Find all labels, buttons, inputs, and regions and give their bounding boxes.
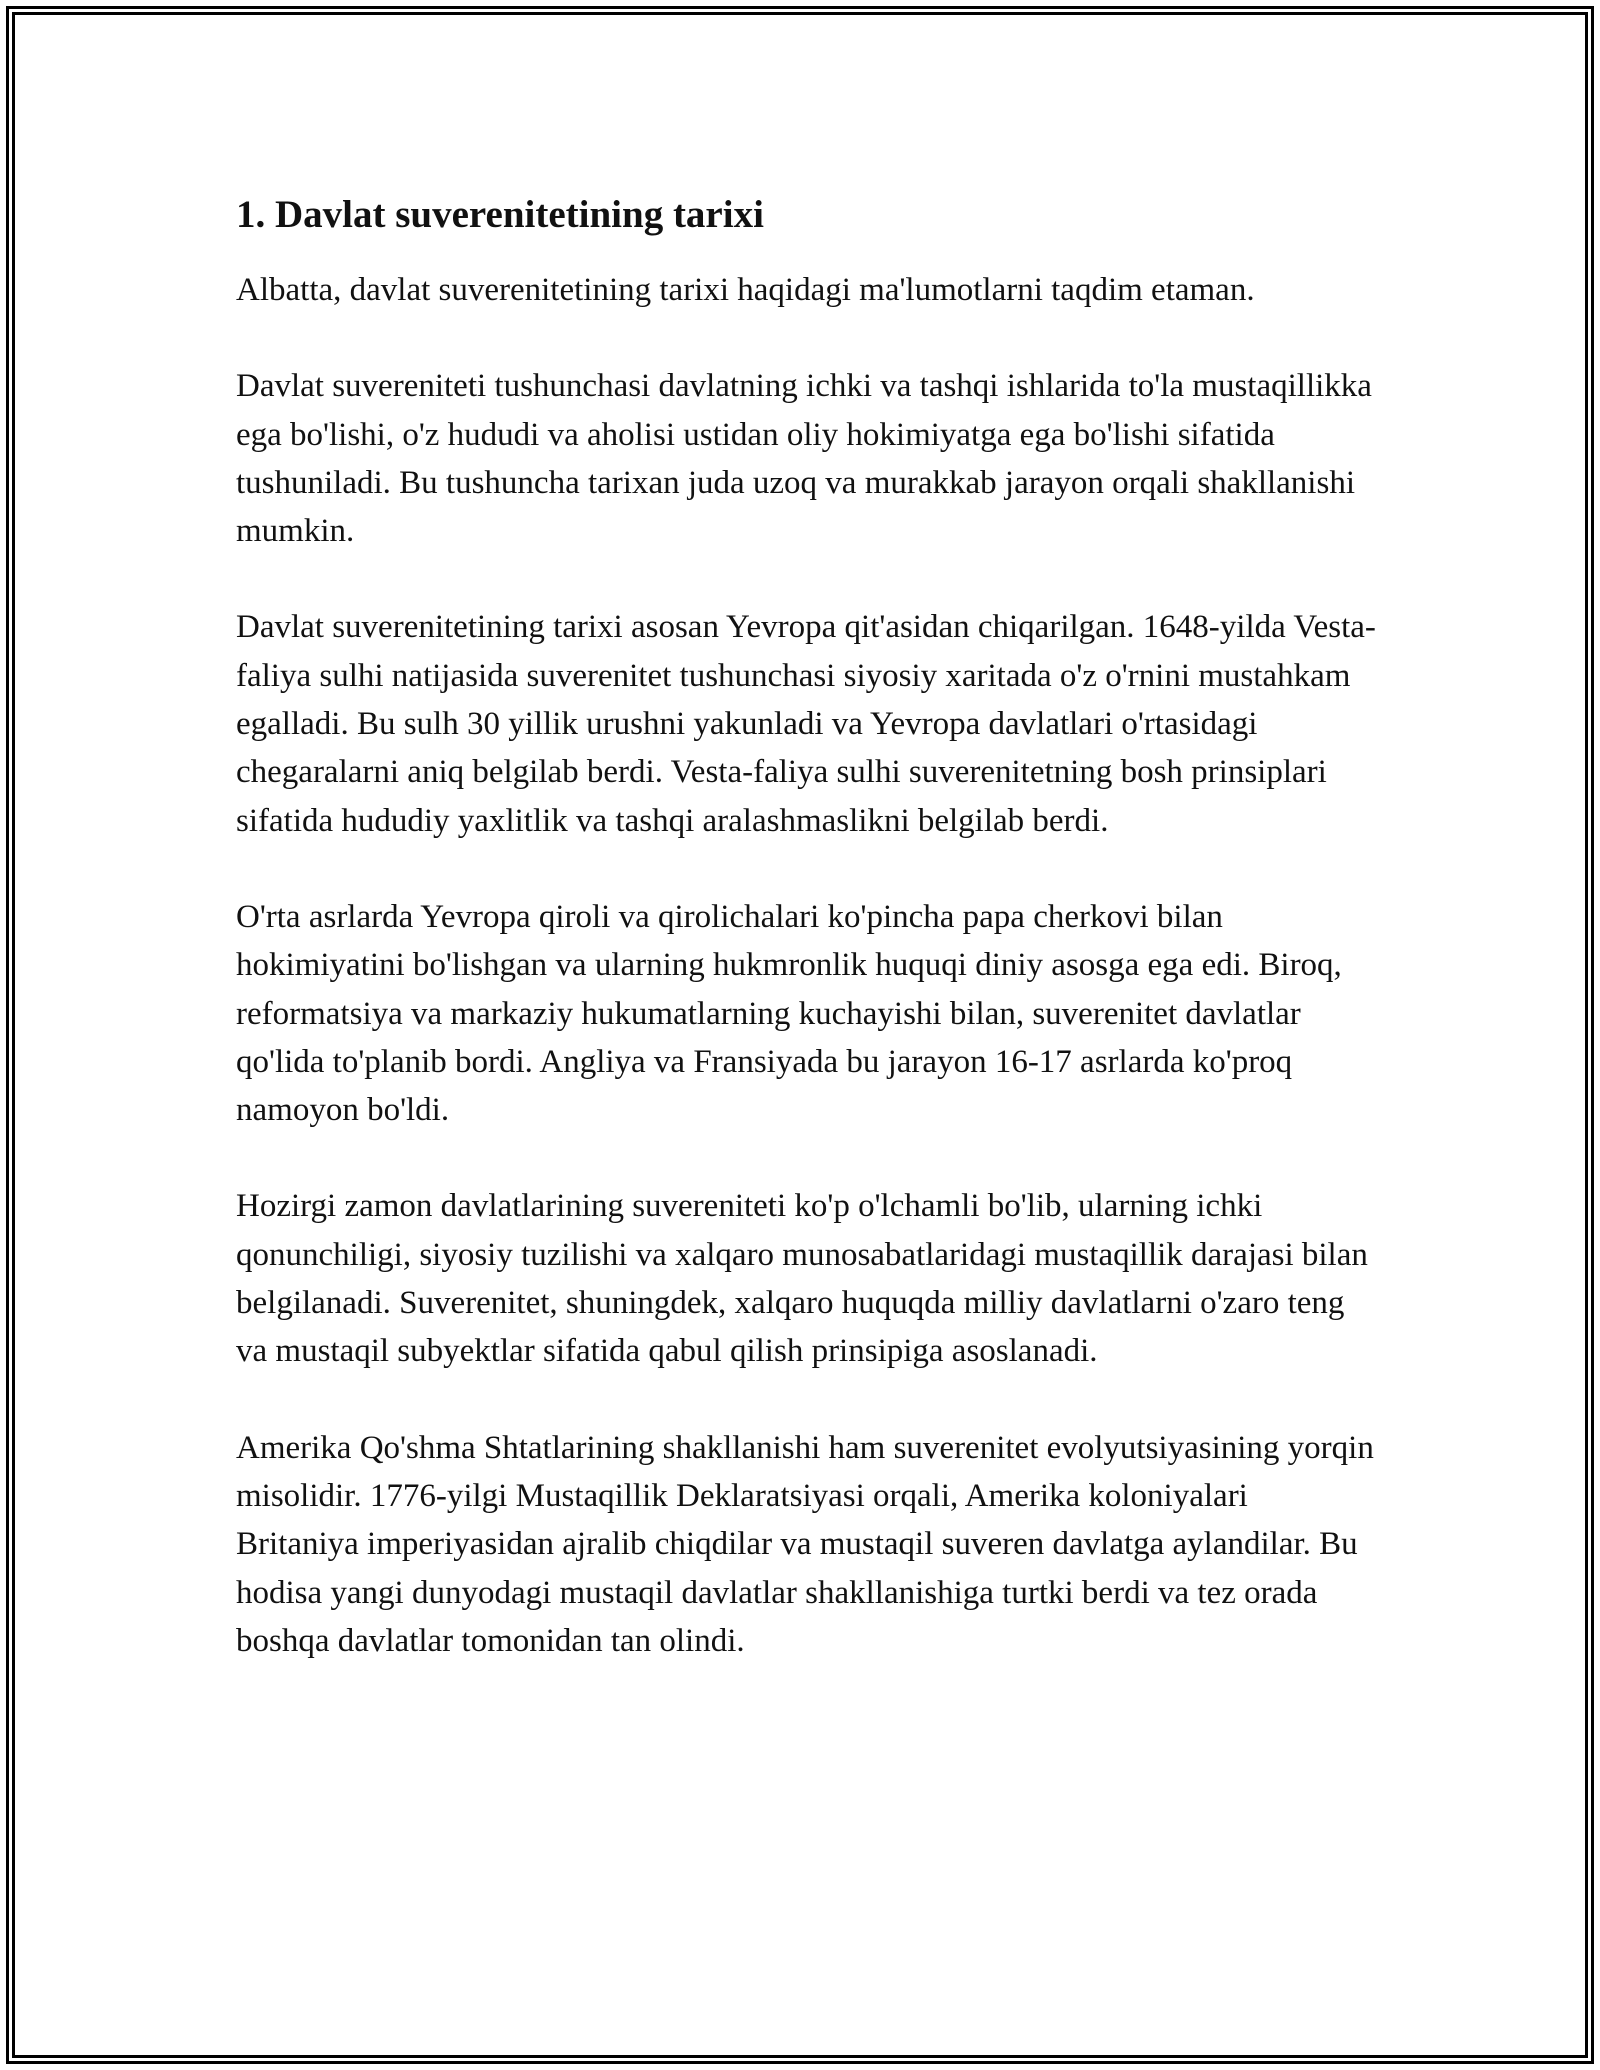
paragraph-middle-ages: O'rta asrlarda Yevropa qiroli va qirolichalari ko'pincha papa cherkovi bilan hokimiyatini bo'lishgan va ularning hukmronlik huquqi diniy asosga ega edi. Biroq, reformatsiya va markaziy hukumatlarning kuchayishi bilan, suverenitet davlatlar qo'lida to'planib bordi. Angliya va Fransiyada bu jarayon 16-17 asrlarda ko'proq namoyon bo'ldi. xyxy=(236,898,1342,1129)
paragraph-modern-states: Hozirgi zamon davlatlarining suvereniteti ko'p o'lchamli bo'lib, ularning ichki qonunchiligi, siyosiy tuzilishi va xalqaro munosabatlaridagi mustaqillik darajasi bilan belgilanadi. Suverenitet, shuningdek, xalqaro huquqda milliy davlatlarni o'zaro teng va mustaqil subyektlar sifatida qabul qilish prinsipiga asoslanadi. xyxy=(236,1188,1368,1370)
paragraph-definition: Davlat suvereniteti tushunchasi davlatning ichki va tashqi ishlarida to'la mustaqillikka ega bo'lishi, o'z hududi va aholisi ustidan oliy hokimiyatga ega bo'lishi sifatida tushuniladi. Bu tushuncha tarixan juda uzoq va murakkab jarayon orqali shakllanishi mumkin. xyxy=(236,368,1372,550)
paragraph-westphalia: Davlat suverenitetining tarixi asosan Yevropa qit'asidan chiqarilgan. 1648-yilda Vesta-faliya sulhi natijasida suverenitet tushunchasi siyosiy xaritada o'z o'rnini mustahkam egalladi. Bu sulh 30 yillik urushni yakunladi va Yevropa davlatlari o'rtasidagi chegaralarni aniq belgilab berdi. Vesta-faliya sulhi suverenitetning bosh prinsiplari sifatida hududiy yaxlitlik va tashqi aralashmaslikni belgilab berdi. xyxy=(236,609,1376,839)
section-heading: 1. Davlat suverenitetining tarixi xyxy=(236,193,764,236)
paragraph-usa: Amerika Qo'shma Shtatlarining shakllanishi ham suverenitet evolyutsiyasining yorqin misolidir. 1776-yilgi Mustaqillik Deklaratsiyasi orqali, Amerika koloniyalari Britaniya imperiyasidan ajralib chiqdilar va mustaqil suveren davlatga aylandilar. Bu hodisa yangi dunyodagi mustaqil davlatlar shakllanishiga turtki berdi va tez orada boshqa davlatlar tomonidan tan olindi. xyxy=(236,1429,1374,1659)
document-body xyxy=(236,186,1376,1713)
paragraph-intro: Albatta, davlat suverenitetining tarixi haqidagi ma'lumotlarni taqdim etaman. xyxy=(236,272,1255,308)
